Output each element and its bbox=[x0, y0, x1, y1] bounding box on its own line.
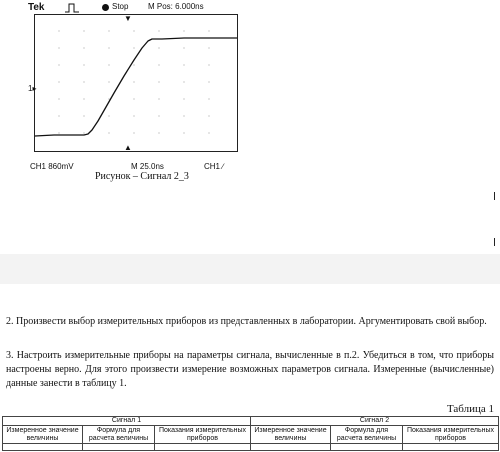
table-group-row bbox=[3, 417, 499, 426]
table-cell[interactable] bbox=[155, 444, 251, 451]
oscilloscope-screenshot bbox=[28, 0, 264, 176]
table-cell[interactable] bbox=[403, 444, 499, 451]
scope-brand: Tek bbox=[28, 2, 45, 13]
time-scale: M 25.0ns bbox=[131, 162, 164, 171]
column-header: Измеренное значение величины bbox=[3, 426, 83, 444]
channel-ground-marker: 1▸ bbox=[28, 84, 37, 93]
column-header: Показания измерительных приборов bbox=[155, 426, 251, 444]
paragraph-item-3: 3. Настроить измерительные приборы на параметры сигнала, вычисленные в п.2. Убедиться в том, что приборы настроены верно. Для этого произвести измерение возможных параметров сигнала. Измеренные (вычисленные) данные занести в таблицу 1. bbox=[6, 350, 494, 389]
horizontal-position: M Pos: 6.000ns bbox=[148, 2, 204, 11]
stop-indicator-icon bbox=[102, 4, 109, 11]
paragraph-item-2: 2. Произвести выбор измерительных приборов из представленных в лаборатории. Аргументировать свой выбор. bbox=[6, 316, 487, 327]
trigger-bottom-marker-icon: ▲ bbox=[124, 143, 132, 152]
trigger-position-marker-icon: ▼ bbox=[124, 14, 132, 23]
trigger-source: CH1 ∕ bbox=[204, 162, 224, 171]
table-cell[interactable] bbox=[251, 444, 331, 451]
column-header: Измеренное значение величины bbox=[251, 426, 331, 444]
column-header: Показания измерительных приборов bbox=[403, 426, 499, 444]
group-header-signal-2: Сигнал 2 bbox=[251, 417, 499, 426]
figure-caption: Рисунок – Сигнал 2_3 bbox=[95, 171, 189, 182]
page-edge-mark bbox=[494, 192, 495, 200]
page-edge-mark bbox=[494, 238, 495, 246]
run-state: Stop bbox=[112, 2, 129, 11]
table-header-row bbox=[3, 426, 499, 444]
measurement-table bbox=[2, 416, 499, 451]
table-cell[interactable] bbox=[83, 444, 155, 451]
table-row bbox=[3, 444, 499, 451]
group-header-signal-1: Сигнал 1 bbox=[3, 417, 251, 426]
page-gap bbox=[0, 254, 500, 284]
table-title: Таблица 1 bbox=[446, 403, 494, 415]
table-cell[interactable] bbox=[3, 444, 83, 451]
column-header: Формула для расчета величины bbox=[331, 426, 403, 444]
waveform-display bbox=[34, 14, 238, 152]
table-cell[interactable] bbox=[331, 444, 403, 451]
column-header: Формула для расчета величины bbox=[83, 426, 155, 444]
trigger-pulse-icon bbox=[65, 3, 79, 13]
channel-scale: CH1 860mV bbox=[30, 162, 74, 171]
